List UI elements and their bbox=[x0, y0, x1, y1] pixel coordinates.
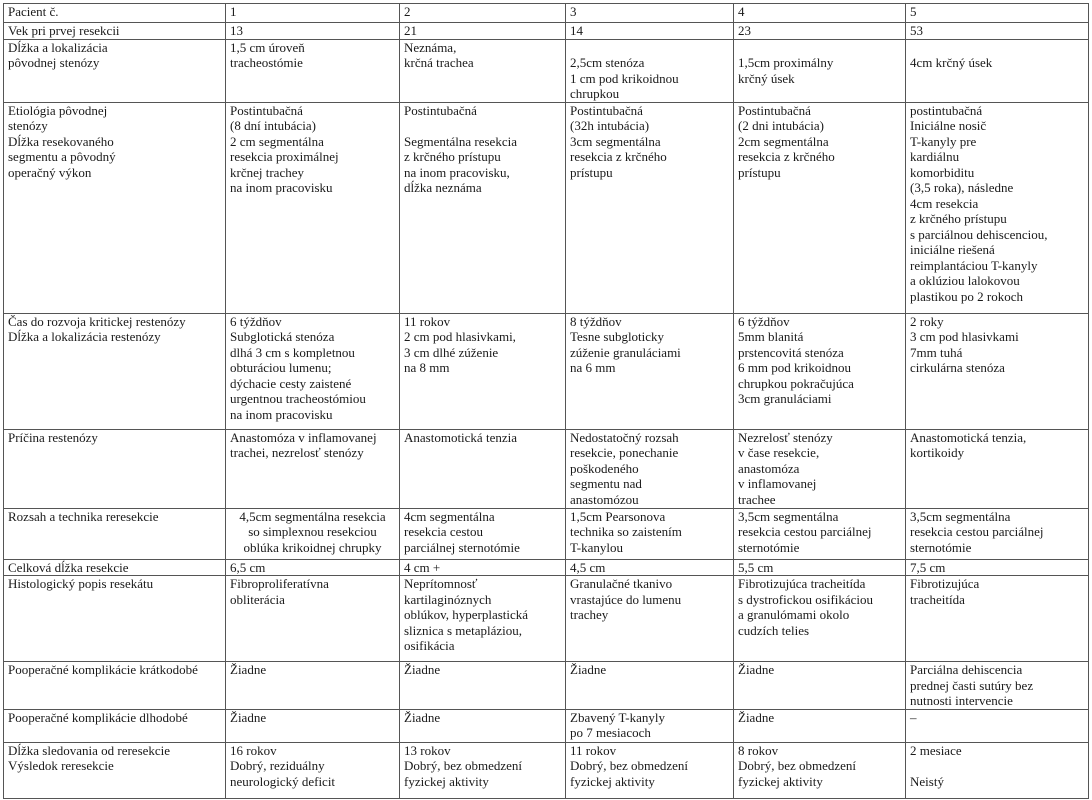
patient-3-cell bbox=[566, 662, 734, 710]
cell-text-line: trachee bbox=[738, 491, 776, 507]
cell-text-line: Anastomotická tenzia, bbox=[910, 429, 1027, 445]
cell-text-line: Žiadne bbox=[230, 709, 267, 725]
patient-2-cell bbox=[400, 313, 566, 429]
blank-line bbox=[738, 40, 901, 56]
cell-text-line: prístupu bbox=[738, 164, 781, 180]
cell-text-line: 8 rokov bbox=[738, 742, 779, 758]
cell-text-line: vrastajúce do lumenu bbox=[570, 591, 682, 607]
cell-text-line: Histologický popis resekátu bbox=[8, 576, 154, 591]
blank-line bbox=[910, 40, 1084, 56]
patient-1-cell bbox=[226, 508, 400, 559]
cell-text-line: 3 cm dlhé zúženie bbox=[404, 344, 499, 360]
cell-text-line: krčná trachea bbox=[404, 55, 474, 70]
cell-text-line: 53 bbox=[910, 23, 923, 38]
cell-text-line: resekcia cestou parciálnej bbox=[738, 524, 872, 539]
cell-text-line: 2,5cm stenóza bbox=[570, 55, 645, 70]
cell-text-line: iniciálne riešená bbox=[910, 242, 995, 257]
row-label-cell bbox=[4, 429, 226, 508]
patient-5-cell bbox=[906, 313, 1089, 429]
cell-text-line: T-kanylou bbox=[570, 539, 623, 555]
cell-text-line: Pacient č. bbox=[8, 4, 59, 19]
patient-4-cell bbox=[734, 662, 906, 710]
cell-text-line: z krčného prístupu bbox=[404, 149, 501, 164]
cell-text-line: nutnosti intervencie bbox=[910, 693, 1013, 708]
row-label-cell bbox=[4, 662, 226, 710]
cell-text-line: s parciálnou dehiscenciou, bbox=[910, 226, 1048, 242]
cell-text-line: postintubačná bbox=[910, 102, 983, 118]
row-label-cell bbox=[4, 102, 226, 313]
cell-text-line: T-kanyly pre bbox=[910, 133, 977, 149]
row-label-cell bbox=[4, 576, 226, 662]
cell-text-line: fyzickej aktivity bbox=[570, 773, 655, 789]
cell-text-line: resekcie, ponechanie bbox=[570, 445, 679, 460]
patient-5-cell bbox=[906, 429, 1089, 508]
cell-text-line: Fibrotizujúca tracheitída bbox=[738, 576, 866, 591]
cell-text-line: dlhá 3 cm s kompletnou bbox=[230, 344, 355, 360]
cell-text-line: 3,5cm segmentálna bbox=[738, 508, 839, 524]
patient-1-cell bbox=[226, 39, 400, 102]
cell-text-line: 13 bbox=[230, 23, 243, 38]
row-original-stenosis-length bbox=[4, 39, 1089, 102]
cell-text-line: cudzích telies bbox=[738, 622, 810, 638]
cell-text-line: parciálnej sternotómie bbox=[404, 539, 520, 555]
cell-text-line: Zbavený T-kanyly bbox=[570, 709, 665, 725]
cell-text-line: resekcia z krčného bbox=[738, 149, 835, 164]
cell-text-line: 13 rokov bbox=[404, 742, 451, 758]
cell-text-line: 2 cm segmentálna bbox=[230, 133, 324, 149]
cell-text-line: Vek pri prvej resekcii bbox=[8, 23, 120, 38]
cell-text-line: Neistý bbox=[910, 773, 944, 789]
row-histology bbox=[4, 576, 1089, 662]
cell-text-line: v čase resekcie, bbox=[738, 445, 820, 460]
cell-text-line: (2 dni intubácia) bbox=[738, 118, 824, 133]
cell-text-line: obturáciou lumenu; bbox=[230, 360, 332, 375]
cell-text-line: 3,5cm segmentálna bbox=[910, 508, 1011, 524]
patient-5-cell bbox=[906, 39, 1089, 102]
cell-text-line: anastomózou bbox=[570, 491, 639, 507]
cell-text-line: 2cm segmentálna bbox=[738, 133, 829, 149]
patient-3-cell bbox=[566, 4, 734, 23]
cell-text-line: 5mm blanitá bbox=[738, 329, 804, 344]
cell-text-line: segmentu a pôvodný bbox=[8, 149, 116, 164]
cell-text-line: 8 týždňov bbox=[570, 313, 622, 329]
patient-2-cell bbox=[400, 576, 566, 662]
cell-text-line: Dĺžka sledovania od reresekcie bbox=[8, 742, 171, 758]
cell-text-line: 4cm resekcia bbox=[910, 195, 979, 211]
cell-text-line: Fibroproliferatívna bbox=[230, 576, 329, 591]
cell-text-line: 1 bbox=[230, 4, 237, 19]
patient-outcomes-table bbox=[3, 3, 1089, 799]
cell-text-line: Pooperačné komplikácie krátkodobé bbox=[8, 662, 198, 677]
cell-text-line: 6 mm pod krikoidnou bbox=[738, 360, 852, 375]
cell-text-line: sternotómie bbox=[910, 539, 972, 555]
patient-2-cell bbox=[400, 102, 566, 313]
cell-text-line: trachey bbox=[570, 607, 609, 622]
cell-text-line: trachei, nezrelosť stenózy bbox=[230, 445, 364, 460]
cell-text-line: na inom pracovisku bbox=[230, 180, 333, 195]
cell-text-line: fyzickej aktivity bbox=[738, 773, 823, 789]
cell-text-line: dĺžka neznáma bbox=[404, 180, 482, 195]
cell-text-line: kartilaginóznych bbox=[404, 591, 492, 607]
cell-text-line: Celková dĺžka resekcie bbox=[8, 559, 129, 575]
patient-2-cell bbox=[400, 4, 566, 23]
cell-text-line: chrupkou pokračujúca bbox=[738, 375, 854, 391]
cell-text-line: neurologický deficit bbox=[230, 773, 336, 789]
cell-text-line: Dĺžka a lokalizácia bbox=[8, 39, 108, 55]
row-restenosis-time-location bbox=[4, 313, 1089, 429]
patient-3-cell bbox=[566, 709, 734, 742]
cell-text-line: Anastomóza v inflamovanej bbox=[230, 429, 377, 445]
patient-3-cell bbox=[566, 23, 734, 40]
patient-2-cell bbox=[400, 709, 566, 742]
cell-text-line: 1,5cm Pearsonova bbox=[570, 508, 666, 524]
row-label-cell bbox=[4, 313, 226, 429]
patient-5-cell bbox=[906, 559, 1089, 576]
cell-text-line: Etiológia pôvodnej bbox=[8, 102, 108, 118]
cell-text-line: Žiadne bbox=[570, 662, 607, 677]
cell-text-line: na inom pracovisku bbox=[230, 406, 333, 422]
cell-text-line: Iniciálne nosič bbox=[910, 118, 987, 133]
patient-1-cell bbox=[226, 709, 400, 742]
cell-text-line: krčnej trachey bbox=[230, 164, 304, 180]
cell-text-line: Parciálna dehiscencia bbox=[910, 662, 1023, 677]
cell-text-line: Neprítomnosť bbox=[404, 576, 478, 591]
row-reresection-technique bbox=[4, 508, 1089, 559]
cell-text-line: anastomóza bbox=[738, 460, 800, 476]
cell-text-line: (32h intubácia) bbox=[570, 118, 650, 133]
row-patient-number bbox=[4, 4, 1089, 23]
cell-text-line: Postintubačná bbox=[570, 102, 643, 118]
cell-text-line: 23 bbox=[738, 23, 751, 38]
row-label-cell bbox=[4, 23, 226, 40]
cell-text-line: Dobrý, bez obmedzení bbox=[738, 758, 857, 773]
cell-text-line: Anastomotická tenzia bbox=[404, 429, 517, 445]
row-etiology-original-operation bbox=[4, 102, 1089, 313]
cell-text-line: 6 týždňov bbox=[230, 313, 282, 329]
cell-text-line: a oklúziou lalokovou bbox=[910, 273, 1020, 288]
row-label-cell bbox=[4, 508, 226, 559]
cell-text-line: Dobrý, bez obmedzení bbox=[570, 758, 689, 773]
row-label-cell bbox=[4, 4, 226, 23]
patient-4-cell bbox=[734, 4, 906, 23]
cell-text-line: Subglotická stenóza bbox=[230, 329, 335, 344]
blank-line bbox=[570, 40, 729, 56]
cell-text-line: Výsledok reresekcie bbox=[8, 758, 114, 773]
cell-text-line: 3 cm pod hlasivkami bbox=[910, 329, 1019, 344]
cell-text-line: 11 rokov bbox=[570, 742, 617, 758]
patient-1-cell bbox=[226, 662, 400, 710]
cell-text-line: Postintubačná bbox=[404, 102, 477, 118]
patient-5-cell bbox=[906, 4, 1089, 23]
cell-text-line: Dĺžka resekovaného bbox=[8, 133, 114, 149]
cell-text-line: Čas do rozvoja kritickej restenózy bbox=[8, 313, 186, 329]
cell-text-line: 1,5cm proximálny bbox=[738, 55, 834, 70]
cell-text-line: Dobrý, reziduálny bbox=[230, 758, 325, 773]
cell-text-line: po 7 mesiacoch bbox=[570, 725, 651, 740]
cell-text-line: Granulačné tkanivo bbox=[570, 576, 673, 591]
cell-text-line: kardiálnu bbox=[910, 149, 960, 164]
patient-2-cell bbox=[400, 662, 566, 710]
cell-text-line: resekcia z krčného bbox=[570, 149, 667, 164]
cell-text-line: komorbiditu bbox=[910, 164, 975, 180]
cell-text-line: 4 cm + bbox=[404, 559, 441, 575]
document-page bbox=[3, 3, 1088, 796]
cell-text-line: sliznica s metapláziou, bbox=[404, 622, 523, 638]
cell-text-line: stenózy bbox=[8, 118, 48, 133]
cell-text-line: cirkulárna stenóza bbox=[910, 360, 1005, 375]
cell-text-line: Žiadne bbox=[738, 662, 775, 677]
cell-text-line: 4cm segmentálna bbox=[404, 508, 495, 524]
cell-text-line: 11 rokov bbox=[404, 313, 451, 329]
patient-1-cell bbox=[226, 742, 400, 798]
patient-5-cell bbox=[906, 742, 1089, 798]
cell-text-line: oblúka krikoidnej chrupky bbox=[243, 539, 382, 555]
patient-5-cell bbox=[906, 23, 1089, 40]
cell-text-line: 2 bbox=[404, 4, 411, 19]
row-short-term-complications bbox=[4, 662, 1089, 710]
row-long-term-complications bbox=[4, 709, 1089, 742]
cell-text-line: resekcia cestou parciálnej bbox=[910, 524, 1044, 539]
cell-text-line: Žiadne bbox=[230, 662, 267, 677]
cell-text-line: plastikou po 2 rokoch bbox=[910, 288, 1024, 304]
cell-text-line: tracheitída bbox=[910, 591, 965, 607]
cell-text-line: 3cm segmentálna bbox=[570, 133, 661, 149]
cell-text-line: Postintubačná bbox=[230, 102, 303, 118]
cell-text-line: Pooperačné komplikácie dlhodobé bbox=[8, 709, 188, 725]
row-label-cell bbox=[4, 742, 226, 798]
cell-text-line: 2 roky bbox=[910, 313, 944, 329]
patient-1-cell bbox=[226, 429, 400, 508]
patient-4-cell bbox=[734, 39, 906, 102]
cell-text-line: prednej časti sutúry bez bbox=[910, 677, 1034, 693]
cell-text-line: Príčina restenózy bbox=[8, 429, 98, 445]
cell-text-line: krčný úsek bbox=[738, 70, 795, 86]
patient-3-cell bbox=[566, 742, 734, 798]
cell-text-line: 4,5cm segmentálna resekcia bbox=[239, 508, 386, 524]
cell-text-line: 2 cm pod hlasivkami, bbox=[404, 329, 516, 344]
patient-1-cell bbox=[226, 313, 400, 429]
table-body bbox=[4, 4, 1089, 799]
row-label-cell bbox=[4, 39, 226, 102]
row-label-cell bbox=[4, 709, 226, 742]
cell-text-line: na 6 mm bbox=[570, 360, 616, 375]
patient-3-cell bbox=[566, 559, 734, 576]
cell-text-line: 7mm tuhá bbox=[910, 344, 963, 360]
cell-text-line: Žiadne bbox=[404, 709, 441, 725]
cell-text-line: obliterácia bbox=[230, 591, 285, 607]
cell-text-line: 5 bbox=[910, 4, 917, 19]
patient-2-cell bbox=[400, 39, 566, 102]
cell-text-line: 4,5 cm bbox=[570, 559, 606, 575]
cell-text-line: segmentu nad bbox=[570, 476, 642, 491]
patient-4-cell bbox=[734, 23, 906, 40]
patient-4-cell bbox=[734, 576, 906, 662]
patient-5-cell bbox=[906, 508, 1089, 559]
cell-text-line: so simplexnou resekciou bbox=[248, 524, 377, 539]
cell-text-line: sternotómie bbox=[738, 539, 800, 555]
row-follow-up-outcome bbox=[4, 742, 1089, 798]
cell-text-line: 5,5 cm bbox=[738, 559, 774, 575]
patient-2-cell bbox=[400, 742, 566, 798]
patient-2-cell bbox=[400, 23, 566, 40]
patient-3-cell bbox=[566, 429, 734, 508]
row-label-cell bbox=[4, 559, 226, 576]
cell-text-line: 1,5 cm úroveň bbox=[230, 39, 305, 55]
cell-text-line: 21 bbox=[404, 23, 417, 38]
patient-1-cell bbox=[226, 102, 400, 313]
patient-5-cell bbox=[906, 709, 1089, 742]
patient-3-cell bbox=[566, 576, 734, 662]
cell-text-line: 4 bbox=[738, 4, 745, 19]
row-restenosis-cause bbox=[4, 429, 1089, 508]
cell-text-line: osifikácia bbox=[404, 638, 455, 653]
cell-text-line: Nedostatočný rozsah bbox=[570, 429, 679, 445]
cell-text-line: kortikoidy bbox=[910, 445, 965, 460]
patient-1-cell bbox=[226, 559, 400, 576]
cell-text-line: Rozsah a technika reresekcie bbox=[8, 508, 159, 524]
cell-text-line: fyzickej aktivity bbox=[404, 773, 489, 789]
cell-text-line: reimplantáciou T-kanyly bbox=[910, 257, 1038, 273]
cell-text-line: 6,5 cm bbox=[230, 559, 266, 575]
blank-line bbox=[910, 758, 1084, 774]
patient-3-cell bbox=[566, 313, 734, 429]
cell-text-line: Fibrotizujúca bbox=[910, 576, 980, 591]
cell-text-line: (3,5 roka), následne bbox=[910, 180, 1014, 195]
patient-1-cell bbox=[226, 23, 400, 40]
cell-text-line: z krčného prístupu bbox=[910, 211, 1007, 226]
cell-text-line: 7,5 cm bbox=[910, 559, 946, 575]
patient-1-cell bbox=[226, 4, 400, 23]
cell-text-line: poškodeného bbox=[570, 460, 639, 476]
cell-text-line: Postintubačná bbox=[738, 102, 811, 118]
cell-text-line: Neznáma, bbox=[404, 39, 457, 55]
cell-text-line: urgentnou tracheostómiou bbox=[230, 391, 366, 406]
patient-5-cell bbox=[906, 576, 1089, 662]
cell-text-line: 3 bbox=[570, 4, 577, 19]
cell-text-line: s dystrofickou osifikáciou bbox=[738, 591, 874, 607]
cell-text-line: Tesne subgloticky bbox=[570, 329, 665, 344]
patient-4-cell bbox=[734, 313, 906, 429]
cell-text-line: 2 mesiace bbox=[910, 742, 962, 758]
cell-text-line: Žiadne bbox=[738, 709, 775, 725]
patient-4-cell bbox=[734, 709, 906, 742]
patient-5-cell bbox=[906, 102, 1089, 313]
patient-4-cell bbox=[734, 742, 906, 798]
cell-text-line: 1 cm pod krikoidnou bbox=[570, 70, 679, 86]
cell-text-line: resekcia cestou bbox=[404, 524, 484, 539]
patient-4-cell bbox=[734, 559, 906, 576]
cell-text-line: Žiadne bbox=[404, 662, 441, 677]
patient-2-cell bbox=[400, 508, 566, 559]
cell-text-line: v inflamovanej bbox=[738, 476, 817, 491]
blank-line bbox=[404, 118, 561, 134]
patient-4-cell bbox=[734, 102, 906, 313]
patient-5-cell bbox=[906, 662, 1089, 710]
patient-1-cell bbox=[226, 576, 400, 662]
cell-text-line: na inom pracovisku, bbox=[404, 164, 510, 180]
cell-text-line: Nezrelosť stenózy bbox=[738, 429, 833, 445]
row-total-resection-length bbox=[4, 559, 1089, 576]
cell-text-line: (8 dní intubácia) bbox=[230, 118, 316, 133]
cell-text-line: zúženie granuláciami bbox=[570, 344, 681, 360]
cell-text-line: technika so zaistením bbox=[570, 524, 682, 539]
cell-text-line: – bbox=[910, 709, 917, 725]
patient-4-cell bbox=[734, 429, 906, 508]
cell-text-line: dýchacie cesty zaistené bbox=[230, 375, 352, 391]
cell-text-line: Dobrý, bez obmedzení bbox=[404, 758, 523, 773]
patient-3-cell bbox=[566, 508, 734, 559]
cell-text-line: pôvodnej stenózy bbox=[8, 55, 100, 70]
patient-4-cell bbox=[734, 508, 906, 559]
patient-3-cell bbox=[566, 102, 734, 313]
cell-text-line: na 8 mm bbox=[404, 360, 450, 375]
row-age-first-resection bbox=[4, 23, 1089, 40]
cell-text-line: 6 týždňov bbox=[738, 313, 790, 329]
cell-text-line: prstencovitá stenóza bbox=[738, 344, 844, 360]
cell-text-line: prístupu bbox=[570, 164, 613, 180]
cell-text-line: a granulómami okolo bbox=[738, 607, 850, 622]
cell-text-line: 14 bbox=[570, 23, 583, 38]
cell-text-line: oblúkov, hyperplastická bbox=[404, 607, 529, 622]
patient-3-cell bbox=[566, 39, 734, 102]
cell-text-line: tracheostómie bbox=[230, 55, 303, 70]
cell-text-line: 16 rokov bbox=[230, 742, 277, 758]
cell-text-line: Segmentálna resekcia bbox=[404, 133, 517, 149]
cell-text-line: 4cm krčný úsek bbox=[910, 55, 993, 70]
patient-2-cell bbox=[400, 429, 566, 508]
cell-text-line: Dĺžka a lokalizácia restenózy bbox=[8, 329, 161, 344]
cell-text-line: 3cm granuláciami bbox=[738, 391, 832, 406]
cell-text-line: chrupkou bbox=[570, 86, 620, 101]
cell-text-line: operačný výkon bbox=[8, 164, 92, 180]
cell-text-line: resekcia proximálnej bbox=[230, 149, 339, 164]
patient-2-cell bbox=[400, 559, 566, 576]
